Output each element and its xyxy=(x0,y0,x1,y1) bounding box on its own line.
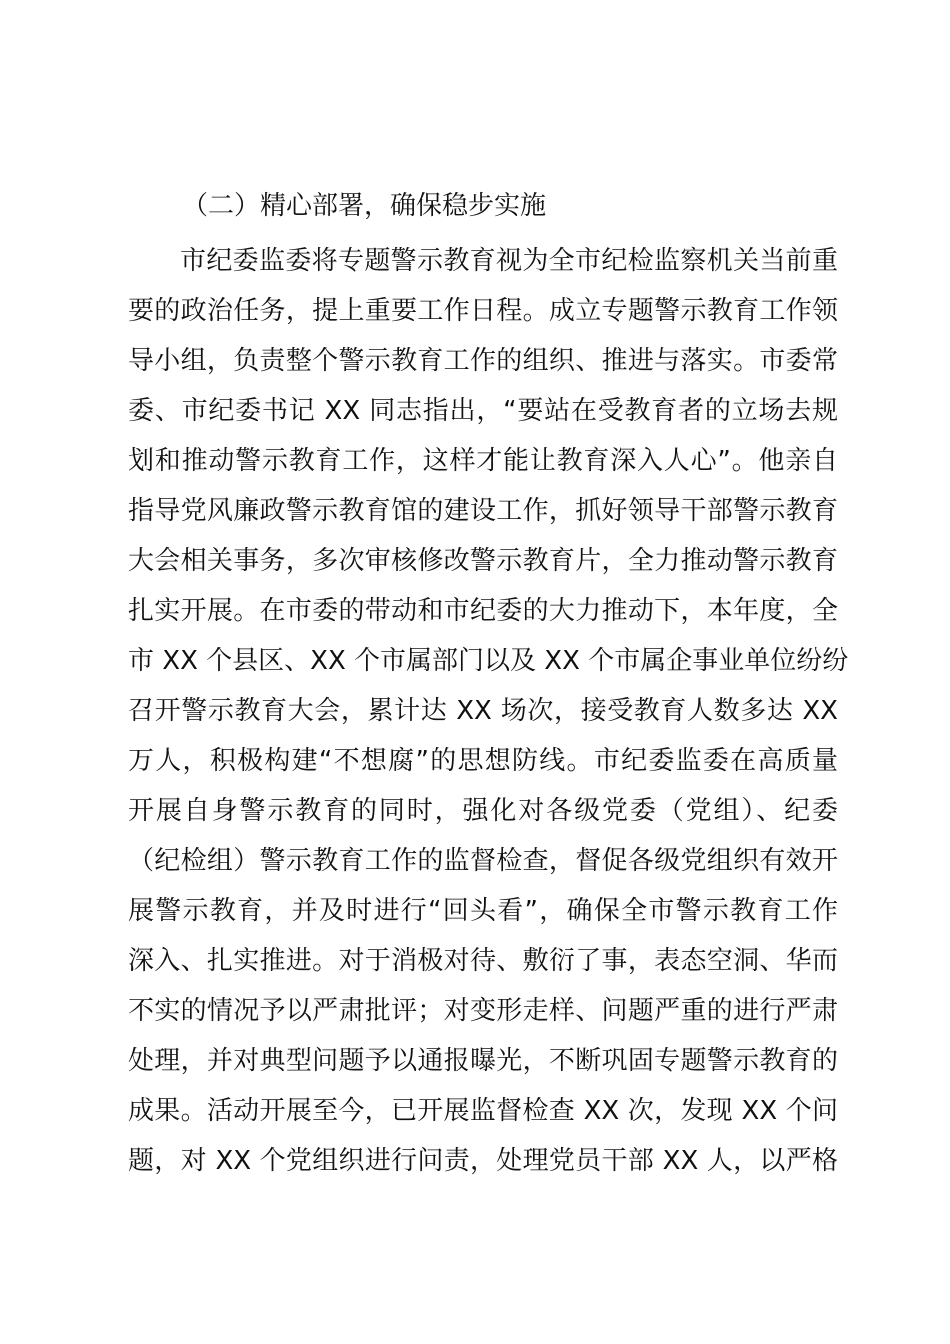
paragraph-line: 处理，并对典型问题予以通报曝光，不断巩固专题警示教育的 xyxy=(128,1046,838,1076)
paragraph-line: （纪检组）警示教育工作的监督检查，督促各级党组织有效开 xyxy=(128,846,838,876)
paragraph-line: 要的政治任务，提上重要工作日程。成立专题警示教育工作领 xyxy=(128,296,838,326)
paragraph-line: 召开警示教育大会，累计达 XX 场次，接受教育人数多达 XX xyxy=(128,696,838,726)
paragraph-line: 成果。活动开展至今，已开展监督检查 XX 次，发现 XX 个问 xyxy=(128,1096,838,1126)
body-paragraph xyxy=(128,236,849,1186)
paragraph-line: 深入、扎实推进。对于消极对待、敷衍了事，表态空洞、华而 xyxy=(128,946,838,976)
paragraph-line: 开展自身警示教育的同时，强化对各级党委（党组）、纪委 xyxy=(128,796,838,826)
paragraph-line: 指导党风廉政警示教育馆的建设工作，抓好领导干部警示教育 xyxy=(128,496,838,526)
paragraph-line: 万人，积极构建“不想腐”的思想防线。市纪委监委在高质量 xyxy=(128,746,838,776)
paragraph-line: 划和推动警示教育工作，这样才能让教育深入人心”。他亲自 xyxy=(128,446,838,476)
paragraph-line: 委、市纪委书记 XX 同志指出，“要站在受教育者的立场去规 xyxy=(128,396,838,426)
paragraph-line: 大会相关事务，多次审核修改警示教育片，全力推动警示教育 xyxy=(128,546,838,576)
paragraph-line: 题，对 XX 个党组织进行问责，处理党员干部 XX 人，以严格 xyxy=(128,1146,838,1176)
paragraph-line: 不实的情况予以严肃批评；对变形走样、问题严重的进行严肃 xyxy=(128,996,838,1026)
paragraph-line: 扎实开展。在市委的带动和市纪委的大力推动下，本年度，全 xyxy=(128,596,838,626)
paragraph-line: 市 XX 个县区、XX 个市属部门以及 XX 个市属企事业单位纷纷 xyxy=(128,646,849,676)
paragraph-line: 导小组，负责整个警示教育工作的组织、推进与落实。市委常 xyxy=(128,346,838,376)
section-heading: （二）精心部署，确保稳步实施 xyxy=(182,191,547,221)
paragraph-line: 市纪委监委将专题警示教育视为全市纪检监察机关当前重 xyxy=(180,246,838,276)
paragraph-line: 展警示教育，并及时进行“回头看”，确保全市警示教育工作 xyxy=(128,896,838,926)
